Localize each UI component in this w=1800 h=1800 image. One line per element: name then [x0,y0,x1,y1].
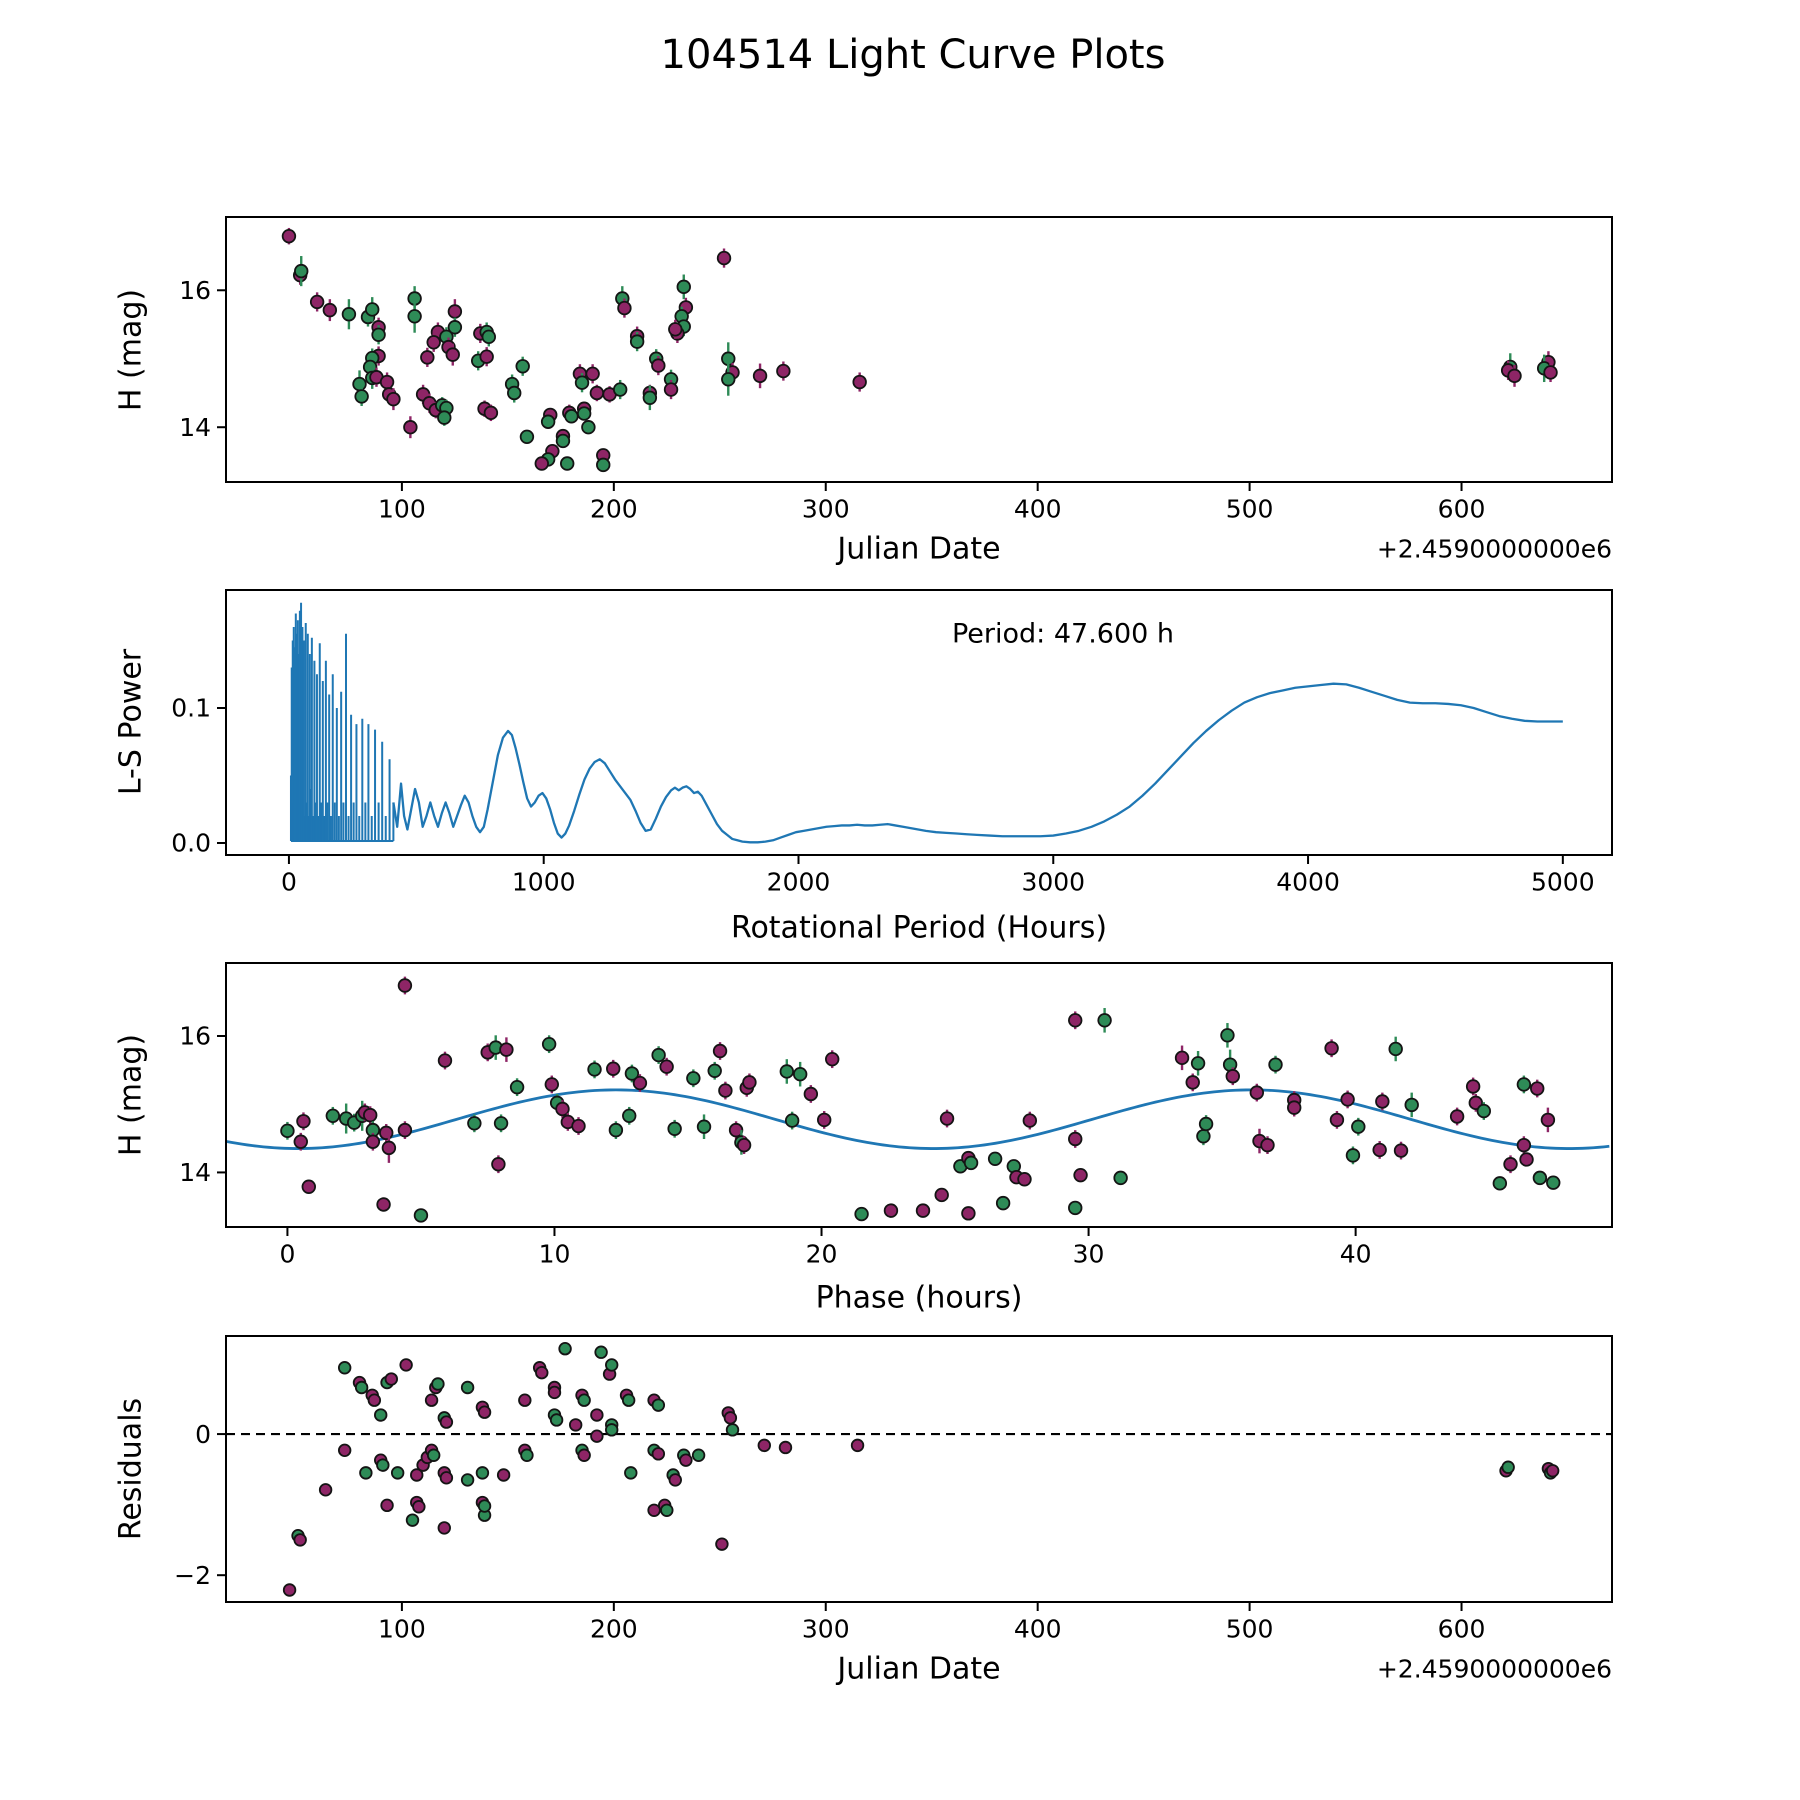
data-point [364,1109,377,1122]
data-point [781,1065,794,1078]
data-point [669,1474,681,1486]
data-point [372,328,385,341]
y-tick-label: 0.1 [171,693,211,723]
data-point [1347,1149,1360,1162]
x-tick-label: 600 [1437,494,1486,524]
data-point [360,1467,372,1479]
data-point [320,1484,332,1496]
data-point [1547,1465,1559,1477]
data-point [1325,1042,1338,1055]
x-tick-label: 3000 [1021,867,1086,897]
x-tick-label: 500 [1225,1614,1274,1644]
sine-fit-curve [226,1090,1609,1149]
plot2-y-axis-label: L-S Power [113,648,149,796]
data-point [387,393,400,406]
data-point [665,383,678,396]
data-point [1478,1105,1491,1118]
periodogram-curve [393,684,1562,843]
data-point [631,335,644,348]
data-point [935,1189,948,1202]
data-point [324,304,337,317]
data-point [408,310,421,323]
data-point [1451,1110,1464,1123]
data-point [687,1072,700,1085]
data-point [570,1419,582,1431]
data-point [519,1394,531,1406]
plot2-x-axis-label: Rotational Period (Hours) [730,910,1108,946]
data-point [343,308,356,321]
data-point [591,1430,603,1442]
data-point [1074,1169,1087,1182]
data-point [1508,370,1521,383]
data-point [327,1110,340,1123]
data-point [521,1449,533,1461]
x-tick-label: 400 [1013,494,1062,524]
x-tick-label: 2000 [766,867,831,897]
x-tick-label: 600 [1437,1614,1486,1644]
data-point [400,1359,412,1371]
data-point [661,1504,673,1516]
data-point [1224,1058,1237,1071]
data-point [1502,1461,1514,1473]
data-point [1192,1057,1205,1070]
data-point [1494,1177,1507,1190]
data-point [446,348,459,361]
data-point [551,1414,563,1426]
data-point [559,1343,571,1355]
data-point [719,1084,732,1097]
plot3-x-axis-label: Phase (hours) [815,1280,1023,1316]
data-point [644,391,657,404]
data-point [438,411,451,424]
data-point [421,351,434,364]
data-point [441,1416,453,1428]
data-point [606,1359,618,1371]
data-point [652,359,665,372]
data-point [780,1442,792,1454]
x-tick-label: 100 [378,494,426,524]
data-point [549,1387,561,1399]
plot3-y-axis-label: H (mag) [113,1033,149,1157]
data-point [826,1053,839,1066]
data-point [1542,1114,1555,1127]
data-point [595,1346,607,1358]
data-point [542,415,555,428]
data-point [477,1467,489,1479]
x-tick-label: 300 [801,1614,850,1644]
data-point [623,1394,635,1406]
data-point [557,435,570,448]
data-point [392,1467,404,1479]
data-point [492,1158,505,1171]
data-point [383,1142,396,1155]
data-point [625,1467,637,1479]
data-point [965,1157,978,1170]
data-point [479,1406,491,1418]
x-tick-label: 0 [280,867,297,897]
y-tick-label: 14 [179,1158,211,1188]
data-point [1024,1114,1037,1127]
data-point [743,1076,756,1089]
data-point [439,1054,452,1067]
data-point [1331,1114,1344,1127]
data-point [495,1117,508,1130]
x-tick-label: 200 [589,1614,638,1644]
plot1-x-axis-label: Julian Date [837,531,1001,567]
data-point [404,421,417,434]
data-point [653,1448,665,1460]
y-tick-label: 14 [179,412,211,442]
data-point [546,1078,559,1091]
data-point [386,1373,398,1385]
data-point [511,1081,524,1094]
data-point [1197,1130,1210,1143]
data-point [284,1584,296,1596]
data-point [634,1077,647,1090]
data-point [1176,1052,1189,1065]
data-point [1251,1086,1264,1099]
data-point [339,1362,351,1374]
data-point [375,1409,387,1421]
data-point [283,230,296,243]
data-point [500,1043,513,1056]
data-point [381,1500,393,1512]
data-point [777,365,790,378]
figure-title: 104514 Light Curve Plots [660,32,1166,78]
data-point [428,1449,440,1461]
x-tick-label: 0 [279,1239,296,1269]
data-point [997,1197,1010,1210]
y-tick-label: 16 [179,276,211,306]
data-point [1395,1144,1408,1157]
data-point [1504,1158,1517,1171]
data-point [588,1063,601,1076]
data-point [407,1514,419,1526]
data-point [578,1449,590,1461]
data-point [597,459,610,472]
data-point [591,387,604,400]
data-point [1376,1095,1389,1108]
data-point [462,1474,474,1486]
data-point [413,1501,425,1513]
data-point [714,1045,727,1058]
data-point [1352,1120,1365,1133]
data-point [1405,1099,1418,1112]
data-point [297,1115,310,1128]
data-point [660,1060,673,1073]
data-point [708,1064,721,1077]
data-point [1069,1014,1082,1027]
data-point [355,390,368,403]
data-point [786,1114,799,1127]
data-point [1261,1139,1274,1152]
x-tick-label: 10 [538,1239,571,1269]
data-point [1467,1080,1480,1093]
data-point [722,373,735,386]
data-point [1018,1173,1031,1186]
data-point [294,1534,306,1546]
data-point [399,1124,412,1137]
data-point [508,387,521,400]
data-point [669,323,682,336]
x-tick-label: 300 [801,494,850,524]
data-point [591,1409,603,1421]
data-point [818,1114,831,1127]
plot4-y-axis-label: Residuals [113,1397,149,1541]
data-point [441,1472,453,1484]
data-point [716,1538,728,1550]
data-point [1069,1133,1082,1146]
data-point [1373,1144,1386,1157]
data-point [480,350,493,363]
data-point [578,407,591,420]
data-point [415,1209,428,1222]
data-point [582,421,595,434]
data-point [381,376,394,389]
data-point [1226,1070,1239,1083]
data-point [427,336,440,349]
data-point [468,1117,481,1130]
data-point [281,1125,294,1138]
data-point [853,376,866,389]
data-point [1341,1093,1354,1106]
data-point [543,1038,556,1051]
x-tick-label: 40 [1339,1239,1372,1269]
data-point [668,1122,681,1135]
data-point [302,1180,315,1193]
data-point [516,360,529,373]
data-point [295,265,308,278]
y-tick-label: 0.0 [171,828,211,858]
data-point [606,1424,618,1436]
data-point [572,1120,585,1133]
x-tick-label: 100 [378,1614,426,1644]
data-point [1534,1172,1547,1185]
data-point [989,1152,1002,1165]
data-point [561,457,574,470]
data-point [855,1208,868,1221]
axes-frame [226,1336,1612,1602]
data-point [482,331,495,344]
data-point [353,378,366,391]
data-point [885,1204,898,1217]
plot4-x-axis-offset-text: +2.4590000000e6 [1376,1654,1612,1684]
x-tick-label: 200 [589,494,638,524]
y-tick-label: 16 [179,1021,211,1051]
x-tick-label: 30 [1072,1239,1105,1269]
data-point [805,1088,818,1101]
data-point [1531,1082,1544,1095]
data-point [754,370,767,383]
data-point [311,296,324,309]
x-tick-label: 400 [1013,1614,1062,1644]
data-point [1544,366,1557,379]
data-point [498,1469,510,1481]
data-point [356,1382,368,1394]
data-point [653,1399,665,1411]
data-point [758,1440,770,1452]
y-tick-label: 0 [195,1419,211,1449]
data-point [1288,1101,1301,1114]
data-point [377,1198,390,1211]
data-point [1221,1029,1234,1042]
data-point [366,303,379,316]
x-tick-label: 500 [1225,494,1274,524]
data-point [535,457,548,470]
data-point [610,1124,623,1137]
data-point [718,252,731,265]
data-point [693,1449,705,1461]
data-point [623,1110,636,1123]
period-annotation: Period: 47.600 h [951,618,1175,650]
data-point [614,383,627,396]
data-point [680,1454,692,1466]
data-point [652,1049,665,1062]
data-point [962,1207,975,1220]
data-point [677,281,690,294]
plot1-x-axis-offset-text: +2.4590000000e6 [1376,534,1612,564]
data-point [426,1394,438,1406]
data-point [369,1394,381,1406]
data-point [1069,1202,1082,1215]
data-point [618,302,631,315]
x-tick-label: 4000 [1276,867,1340,897]
data-point [917,1204,930,1217]
data-point [367,1135,380,1148]
data-point [485,407,498,420]
data-point [565,410,578,423]
data-point [521,431,534,444]
data-point [1518,1078,1531,1091]
data-point [399,979,412,992]
data-point [1389,1043,1402,1056]
data-point [698,1120,711,1133]
data-point [479,1500,491,1512]
data-point [1186,1076,1199,1089]
data-point [1518,1139,1531,1152]
data-point [727,1424,739,1436]
data-point [438,1522,450,1534]
x-tick-label: 20 [805,1239,838,1269]
data-point [339,1445,351,1457]
data-point [738,1139,751,1152]
data-point [1520,1153,1533,1166]
plot4-x-axis-label: Julian Date [837,1651,1001,1687]
data-point [294,1135,307,1148]
axes-frame [226,963,1612,1227]
data-point [380,1127,393,1140]
data-point [1547,1176,1560,1189]
data-point [1098,1014,1111,1027]
data-point [432,1378,444,1390]
plot1-y-axis-label: H (mag) [113,288,149,412]
data-point [794,1068,807,1081]
data-point [1269,1058,1282,1071]
data-point [377,1459,389,1471]
data-point [536,1367,548,1379]
x-tick-label: 5000 [1531,867,1595,897]
data-point [576,376,589,389]
data-point [578,1394,590,1406]
x-tick-label: 1000 [511,867,576,897]
data-point [852,1440,864,1452]
data-point [725,1412,737,1424]
data-point [449,305,462,318]
data-point [607,1062,620,1075]
data-point [1200,1118,1213,1131]
y-tick-label: −2 [174,1560,211,1590]
data-point [1114,1172,1127,1185]
data-point [941,1112,954,1125]
data-point [586,368,599,381]
data-point [462,1382,474,1394]
